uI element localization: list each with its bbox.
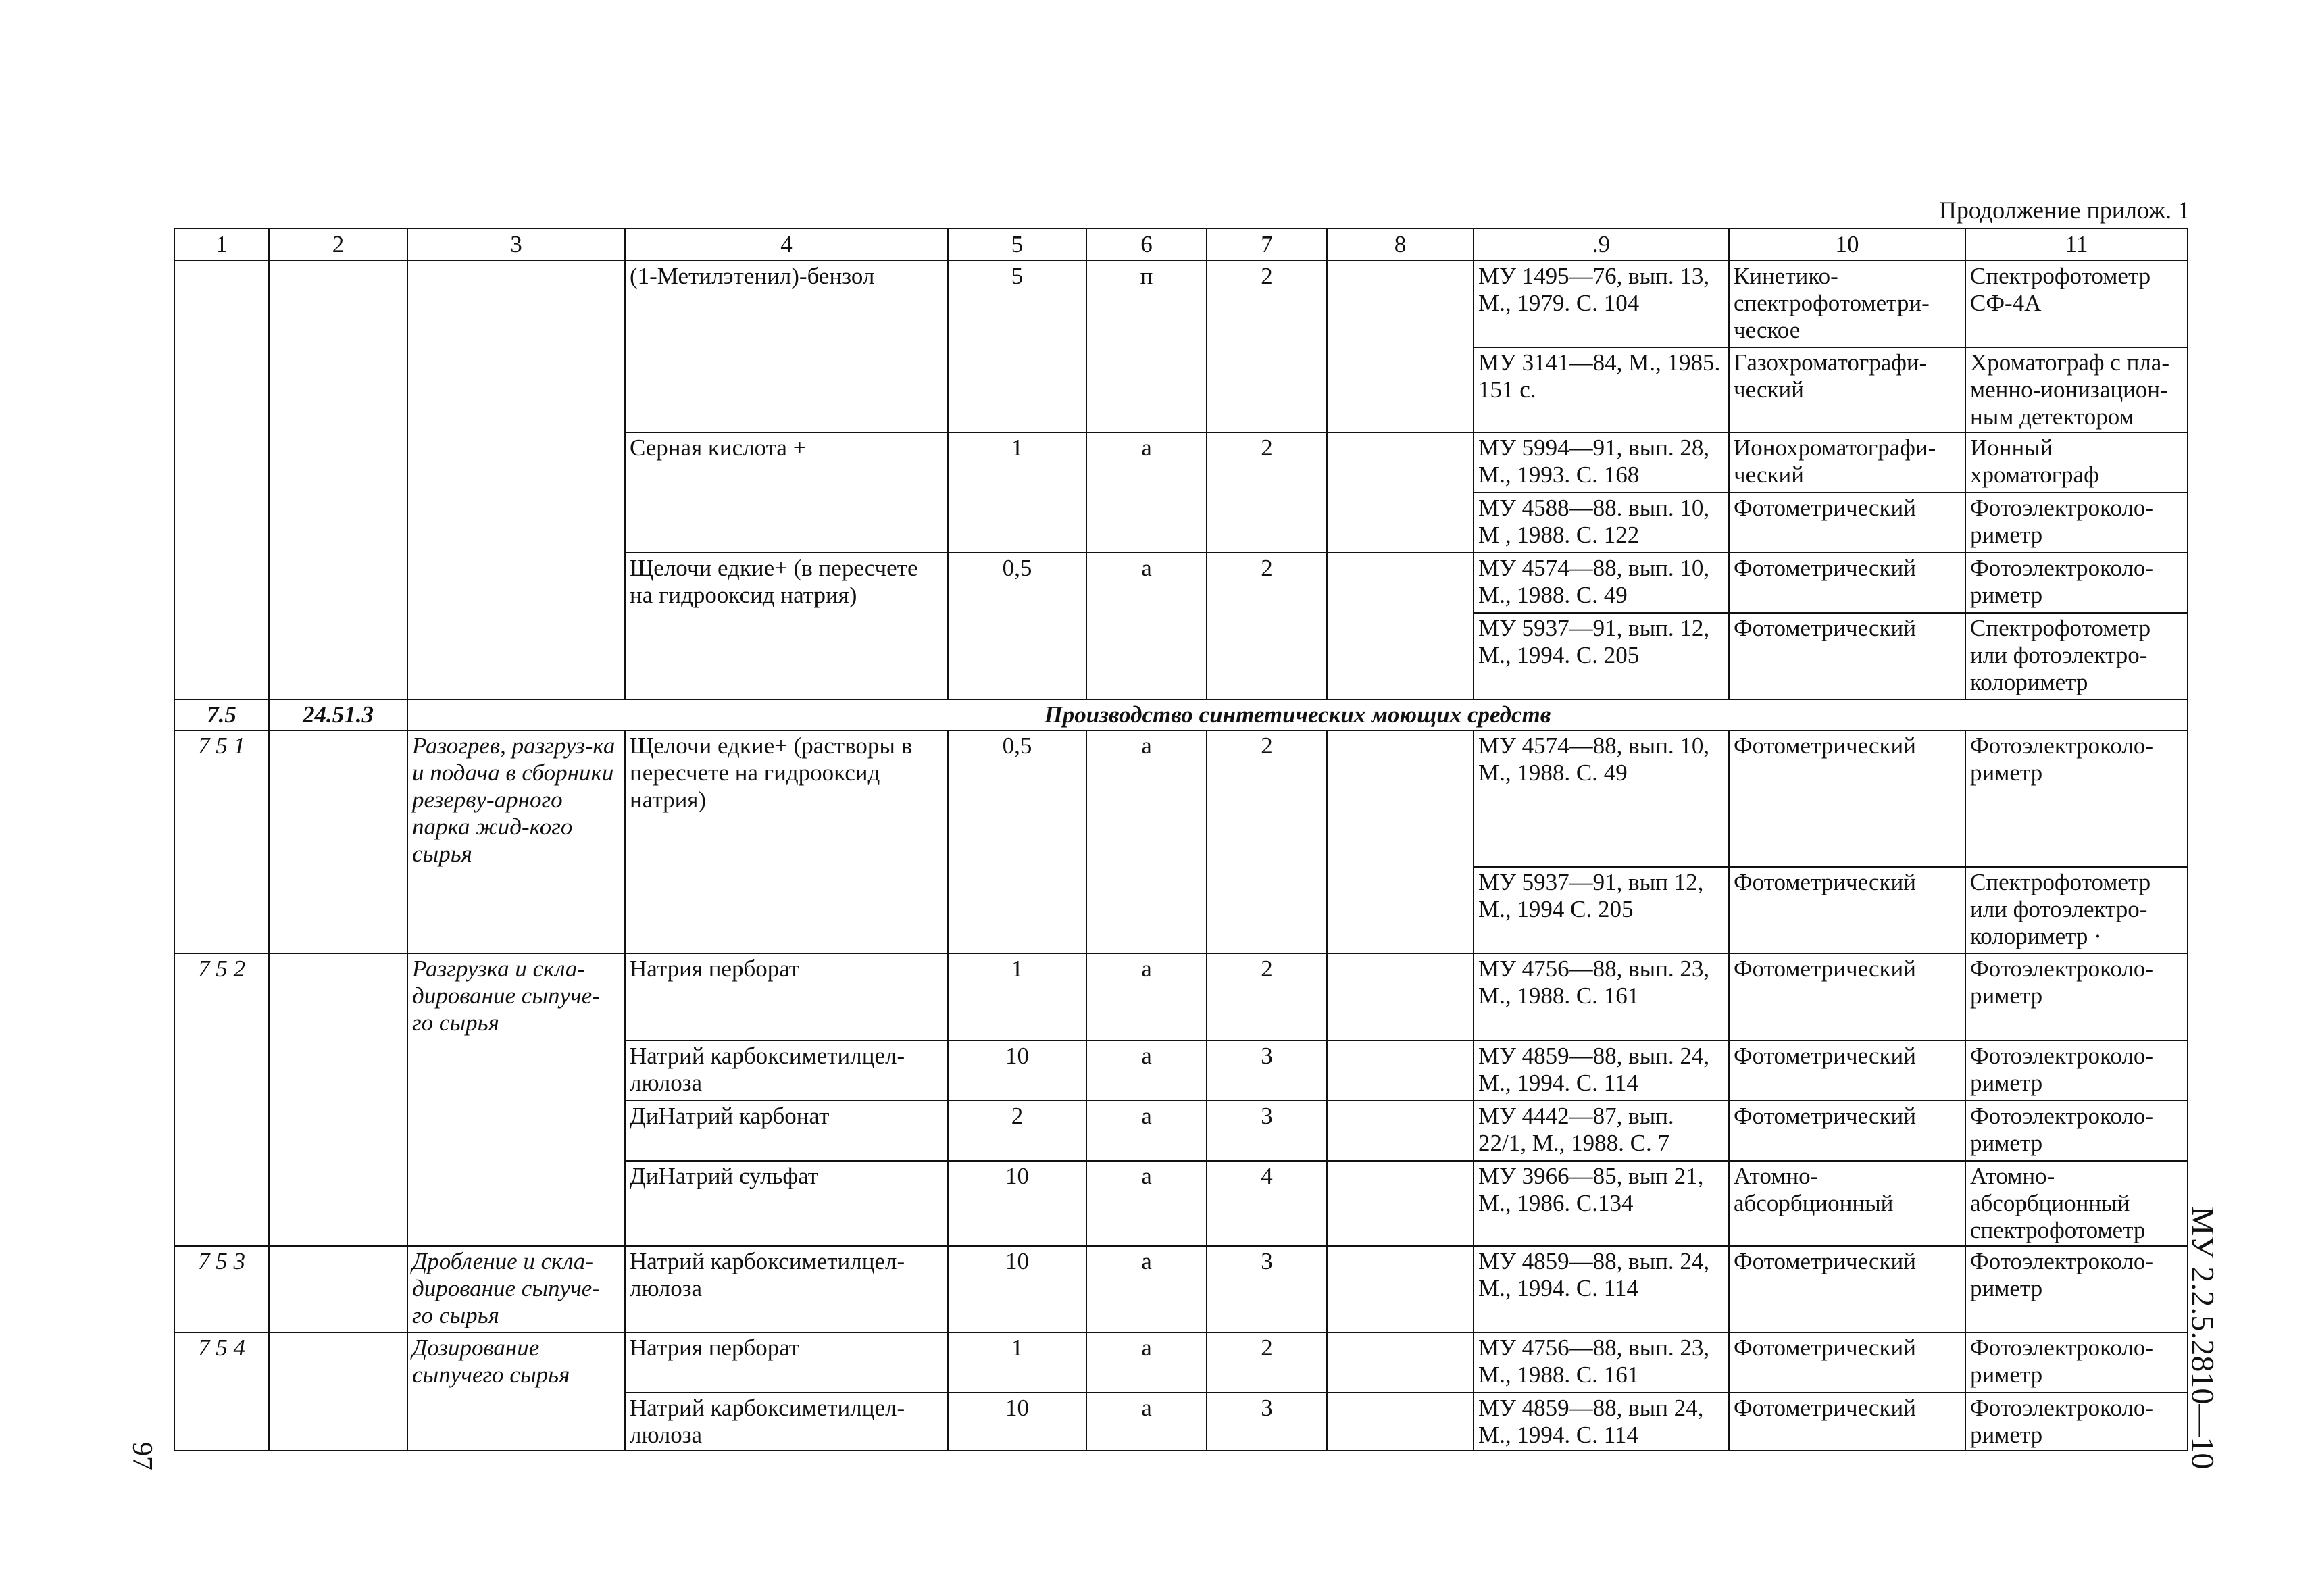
hazard-class: 2 [1207, 730, 1327, 953]
cell [1327, 432, 1474, 553]
aggregate-state: а [1086, 1393, 1207, 1451]
cell [174, 261, 269, 699]
instrument: Фотоэлектроколо-риметр [1965, 1393, 2188, 1451]
table-row [174, 1332, 2188, 1393]
method-type: Фотометрический [1729, 867, 1965, 953]
mac-value: 1 [948, 432, 1086, 553]
instrument: Атомно-абсорбционный спектрофотометр [1965, 1161, 2188, 1246]
page-number: 97 [126, 1442, 157, 1470]
hazard-class: 3 [1207, 1246, 1327, 1332]
cell [1327, 953, 1474, 1041]
instrument: Фотоэлектроколо-риметр [1965, 1246, 2188, 1332]
substance-name: Натрий карбоксиметилцел-люлоза [625, 1246, 948, 1332]
substance-name: Щелочи едкие+ (в пересчете на гидрооксид натрия) [625, 553, 948, 699]
section-row [174, 699, 2188, 730]
method-reference: МУ 4574—88, вып. 10, М., 1988. С. 49 [1474, 730, 1729, 867]
mac-value: 0,5 [948, 730, 1086, 953]
table-row [174, 1246, 2188, 1332]
substance-name: ДиНатрий сульфат [625, 1161, 948, 1246]
cell [407, 261, 625, 699]
aggregate-state: а [1086, 1101, 1207, 1161]
cell [1327, 1041, 1474, 1101]
substance-name: ДиНатрий карбонат [625, 1101, 948, 1161]
section-number: 7.5 [174, 699, 269, 730]
item-number: 7 5 2 [174, 953, 269, 1246]
instrument: Спектрофотометр или фотоэлектро-колориметр · [1965, 867, 2188, 953]
table-row [174, 261, 2188, 347]
substance-name: (1-Метилэтенил)-бензол [625, 261, 948, 432]
instrument: Хроматограф с пла-менно-ионизацион-ным детектором [1965, 347, 2188, 432]
method-type: Фотометрический [1729, 1332, 1965, 1393]
col-header: 8 [1327, 228, 1474, 261]
method-reference: МУ 4756—88, вып. 23, М., 1988. С. 161 [1474, 1332, 1729, 1393]
col-header: 4 [625, 228, 948, 261]
method-reference: МУ 4588—88. вып. 10, М , 1988. С. 122 [1474, 493, 1729, 553]
substance-name: Натрия перборат [625, 1332, 948, 1393]
hazard-class: 3 [1207, 1393, 1327, 1451]
method-type: Кинетико-спектрофотометри-ческое [1729, 261, 1965, 347]
col-header: 5 [948, 228, 1086, 261]
method-reference: МУ 3141—84, М., 1985. 151 с. [1474, 347, 1729, 432]
instrument: Ионный хроматограф [1965, 432, 2188, 493]
item-number: 7 5 4 [174, 1332, 269, 1451]
cell [269, 1332, 407, 1451]
instrument: Фотоэлектроколо-риметр [1965, 1332, 2188, 1393]
aggregate-state: а [1086, 953, 1207, 1041]
mac-value: 10 [948, 1041, 1086, 1101]
table-row [174, 730, 2188, 867]
page-number-margin [122, 1426, 162, 1487]
instrument: Фотоэлектроколо-риметр [1965, 553, 2188, 613]
method-type: Фотометрический [1729, 953, 1965, 1041]
cell [1327, 730, 1474, 953]
method-type: Ионохроматографи-ческий [1729, 432, 1965, 493]
aggregate-state: а [1086, 553, 1207, 699]
method-type: Фотометрический [1729, 1246, 1965, 1332]
cell [269, 261, 407, 699]
hazard-class: 2 [1207, 1332, 1327, 1393]
instrument: Спектрофотометр СФ-4А [1965, 261, 2188, 347]
method-reference: МУ 3966—85, вып 21, М., 1986. С.134 [1474, 1161, 1729, 1246]
mac-value: 1 [948, 953, 1086, 1041]
substance-name: Натрий карбоксиметилцел-люлоза [625, 1041, 948, 1101]
mac-value: 0,5 [948, 553, 1086, 699]
document-code: МУ 2.2.5.2810—10 [2184, 1206, 2221, 1470]
method-reference: МУ 4859—88, вып. 24, М., 1994. С. 114 [1474, 1246, 1729, 1332]
document-code-margin [2175, 1203, 2230, 1473]
mac-value: 1 [948, 1332, 1086, 1393]
substances-table [174, 228, 2188, 1451]
cell [1327, 1332, 1474, 1393]
method-reference: МУ 4859—88, вып 24, М., 1994. С. 114 [1474, 1393, 1729, 1451]
aggregate-state: а [1086, 1332, 1207, 1393]
hazard-class: 2 [1207, 261, 1327, 432]
cell [269, 730, 407, 953]
operation: Дробление и скла-дирование сыпуче-го сырья [407, 1246, 625, 1332]
col-header: 10 [1729, 228, 1965, 261]
aggregate-state: а [1086, 1041, 1207, 1101]
cell [1327, 261, 1474, 432]
substance-name: Натрия перборат [625, 953, 948, 1041]
section-title: Производство синтетических моющих средств [407, 699, 2188, 730]
cell [269, 1246, 407, 1332]
col-header: 7 [1207, 228, 1327, 261]
instrument: Фотоэлектроколо-риметр [1965, 730, 2188, 867]
mac-value: 10 [948, 1161, 1086, 1246]
item-number: 7 5 1 [174, 730, 269, 953]
aggregate-state: а [1086, 432, 1207, 553]
aggregate-state: п [1086, 261, 1207, 432]
method-type: Фотометрический [1729, 553, 1965, 613]
method-type: Фотометрический [1729, 1393, 1965, 1451]
col-header: 1 [174, 228, 269, 261]
instrument: Фотоэлектроколо-риметр [1965, 1101, 2188, 1161]
hazard-class: 2 [1207, 432, 1327, 553]
operation: Разгрузка и скла-дирование сыпуче-го сырья [407, 953, 625, 1246]
section-code: 24.51.3 [269, 699, 407, 730]
instrument: Фотоэлектроколо-риметр [1965, 1041, 2188, 1101]
cell [1327, 1101, 1474, 1161]
method-reference: МУ 4756—88, вып. 23, М., 1988. С. 161 [1474, 953, 1729, 1041]
col-header: .9 [1474, 228, 1729, 261]
method-type: Фотометрический [1729, 730, 1965, 867]
continuation-caption: Продолжение прилож. 1 [1938, 197, 2190, 224]
operation: Дозирование сыпучего сырья [407, 1332, 625, 1451]
aggregate-state: а [1086, 1246, 1207, 1332]
instrument: Фотоэлектроколо-риметр [1965, 493, 2188, 553]
hazard-class: 2 [1207, 953, 1327, 1041]
table-row [174, 953, 2188, 1041]
operation: Разогрев, разгруз-ка и подача в сборники резерву-арного парка жид-кого сырья [407, 730, 625, 953]
hazard-class: 4 [1207, 1161, 1327, 1246]
instrument: Фотоэлектроколо-риметр [1965, 953, 2188, 1041]
method-type: Фотометрический [1729, 1101, 1965, 1161]
method-type: Фотометрический [1729, 493, 1965, 553]
method-reference: МУ 5937—91, вып. 12, М., 1994. С. 205 [1474, 613, 1729, 699]
method-reference: МУ 5937—91, вып 12, М., 1994 С. 205 [1474, 867, 1729, 953]
col-header: 6 [1086, 228, 1207, 261]
cell [1327, 553, 1474, 699]
substance-name: Натрий карбоксиметилцел-люлоза [625, 1393, 948, 1451]
mac-value: 10 [948, 1246, 1086, 1332]
method-reference: МУ 4442—87, вып. 22/1, М., 1988. С. 7 [1474, 1101, 1729, 1161]
method-reference: МУ 4859—88, вып. 24, М., 1994. С. 114 [1474, 1041, 1729, 1101]
col-header: 3 [407, 228, 625, 261]
substance-name: Серная кислота + [625, 432, 948, 553]
mac-value: 2 [948, 1101, 1086, 1161]
aggregate-state: а [1086, 730, 1207, 953]
method-type: Газохроматографи-ческий [1729, 347, 1965, 432]
instrument: Спектрофотометр или фотоэлектро-колориметр [1965, 613, 2188, 699]
header-row [174, 228, 2188, 261]
method-type: Фотометрический [1729, 613, 1965, 699]
cell [1327, 1161, 1474, 1246]
substance-name: Щелочи едкие+ (растворы в пересчете на гидрооксид натрия) [625, 730, 948, 953]
col-header: 2 [269, 228, 407, 261]
method-reference: МУ 1495—76, вып. 13, М., 1979. С. 104 [1474, 261, 1729, 347]
method-reference: МУ 5994—91, вып. 28, М., 1993. С. 168 [1474, 432, 1729, 493]
mac-value: 10 [948, 1393, 1086, 1451]
hazard-class: 2 [1207, 553, 1327, 699]
hazard-class: 3 [1207, 1041, 1327, 1101]
cell [269, 953, 407, 1246]
method-reference: МУ 4574—88, вып. 10, М., 1988. С. 49 [1474, 553, 1729, 613]
method-type: Фотометрический [1729, 1041, 1965, 1101]
mac-value: 5 [948, 261, 1086, 432]
cell [1327, 1246, 1474, 1332]
method-type: Атомно-абсорбционный [1729, 1161, 1965, 1246]
item-number: 7 5 3 [174, 1246, 269, 1332]
cell [1327, 1393, 1474, 1451]
hazard-class: 3 [1207, 1101, 1327, 1161]
aggregate-state: а [1086, 1161, 1207, 1246]
col-header: 11 [1965, 228, 2188, 261]
